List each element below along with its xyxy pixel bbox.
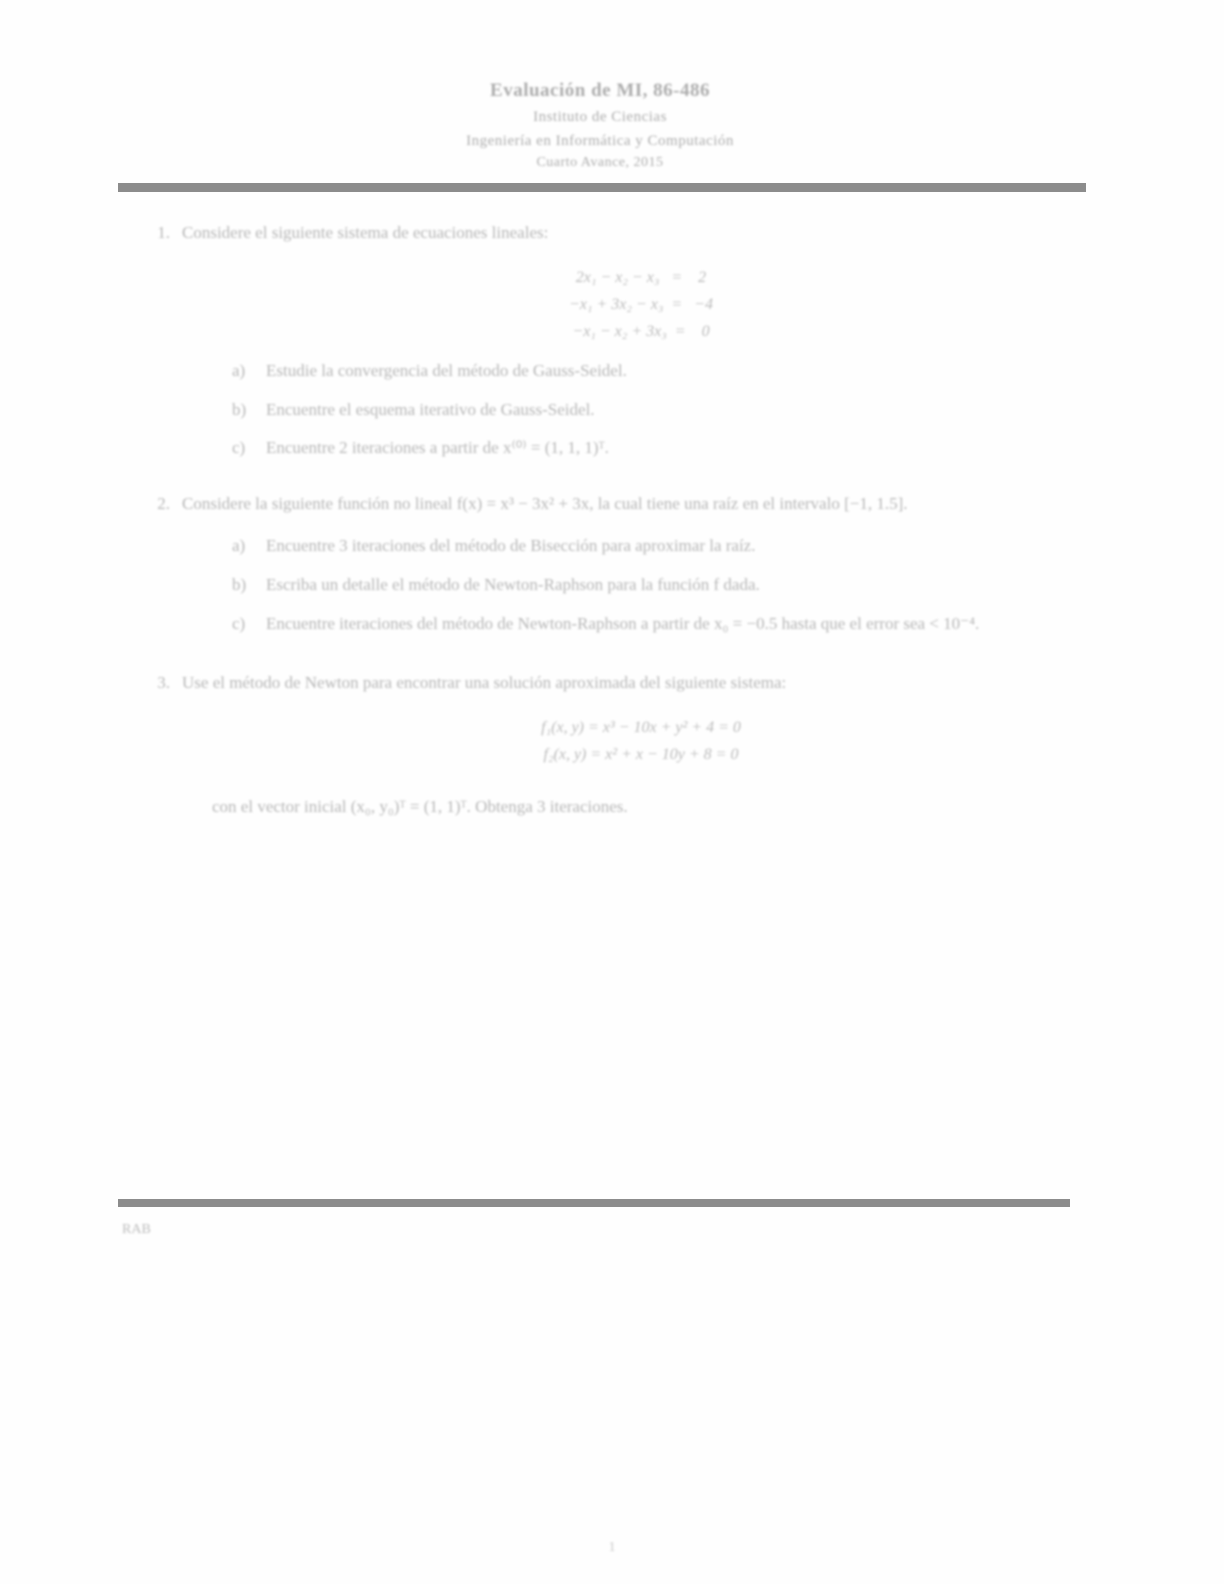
item-text: Considere la siguiente función no lineal f(x) = x³ − 3x² + 3x, la cual tiene una raíz en el intervalo [−1, 1.5]. [182,493,908,513]
sub-item-text: Encuentre 2 iteraciones a partir de x⁽⁰⁾ = (1, 1, 1)ᵀ. [266,438,609,458]
list-item [140,670,1100,819]
item-tail-text: con el vector inicial (x₀, y₀)ᵀ = (1, 1)ᵀ. Obtenga 3 iteraciones. [212,797,628,817]
list-item [140,220,1100,461]
sub-item-label: c) [232,438,246,458]
header-department: Instituto de Ciencias [533,109,667,125]
header-course: Evaluación de MI, 86-486 [490,80,710,101]
sub-item-label: b) [232,575,247,595]
header-term: Cuarto Avance, 2015 [536,155,664,170]
sub-item-label: b) [232,399,247,419]
sub-list-item [232,612,1100,637]
equation-line: 2x₁ − x₂ − x₃ = 2 [575,268,707,286]
equation-block [182,264,1100,346]
sub-item-text: Escriba un detalle el método de Newton-Raphson para la función f dada. [266,575,760,595]
sub-list [232,534,1100,636]
item-number: 3. [157,673,170,693]
equation-line: −x₁ − x₂ + 3x₃ = 0 [572,322,710,340]
equation-line: −x₁ + 3x₂ − x₃ = −4 [569,295,713,313]
equation-line: f₂(x, y) = x² + x − 10y + 8 = 0 [543,746,739,764]
exercise-list [140,220,1100,838]
footer-note: RAB [122,1222,151,1237]
sub-list-item [232,359,1100,384]
sub-list-item [232,398,1100,423]
page-number: 1 [608,1540,616,1555]
sub-item-text: Encuentre 3 iteraciones del método de Bisección para aproximar la raíz. [266,536,756,556]
item-text: Use el método de Newton para encontrar una solución aproximada del siguiente sistema: [182,673,787,693]
item-number: 1. [157,223,170,242]
sub-item-label: a) [232,361,246,381]
item-text: Considere el siguiente sistema de ecuaciones lineales: [182,223,549,242]
sub-item-label: a) [232,536,246,556]
sub-item-text: Encuentre iteraciones del método de Newton-Raphson a partir de x₀ = −0.5 hasta que el error sea < 10⁻⁴. [266,613,980,633]
equation-block [182,714,1100,768]
header-divider-rule [118,183,1086,192]
sub-item-label: c) [232,613,246,633]
list-item [140,491,1100,636]
sub-list [232,359,1100,461]
footer-divider-rule [118,1199,1070,1207]
equation-line: f₁(x, y) = x³ − 10x + y² + 4 = 0 [541,718,741,736]
sub-item-text: Encuentre el esquema iterativo de Gauss-Seidel. [266,399,595,419]
item-number: 2. [157,493,170,513]
sub-list-item [232,436,1100,461]
header-subject: Ingeniería en Informática y Computación [466,133,734,149]
sub-list-item [232,573,1100,598]
sub-item-text: Estudie la convergencia del método de Gauss-Seidel. [266,361,627,381]
document-header [120,80,1080,171]
sub-list-item [232,534,1100,559]
